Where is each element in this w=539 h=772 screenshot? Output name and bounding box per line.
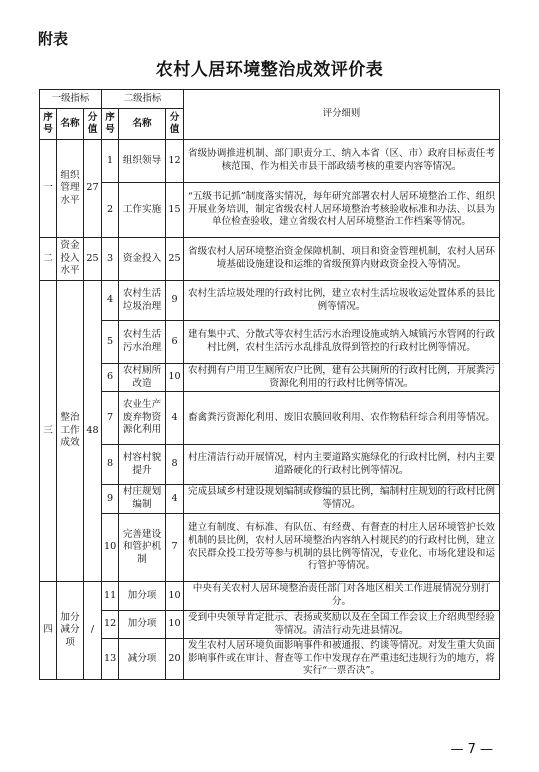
item-detail: 发生农村人居环境负面影响事件和被通报、约谈等情况。对发生重大负面影响事件或在审计、督查等工作中发现存在严重违纪违规行为的地方，将实行“一票否决”。	[184, 639, 500, 680]
header-details: 评分细则	[184, 90, 500, 140]
item-name: 村庄规划编制	[119, 485, 166, 514]
group-name: 资金投入水平	[57, 238, 84, 281]
table-row	[40, 611, 500, 639]
table-row	[40, 281, 500, 321]
group-seq: 一	[40, 140, 57, 238]
table-row	[40, 238, 500, 281]
item-name: 农业生产废弃物资源化利用	[119, 392, 166, 445]
document-title: 农村人居环境整治成效评价表	[155, 60, 384, 80]
header-l1-score: 分值	[84, 109, 102, 140]
header-l2-seq: 序号	[102, 109, 119, 140]
item-detail: 受到中央领导肯定批示、表扬或奖励以及在全国工作会议上介绍典型经验等情况。清洁行动先进县情况。	[184, 611, 500, 639]
table-row	[40, 639, 500, 680]
table-row	[40, 514, 500, 582]
group-name: 整治工作成效	[57, 281, 84, 582]
item-seq: 10	[102, 514, 119, 582]
item-seq: 6	[102, 364, 119, 392]
item-name: 完善建设和管护机制	[119, 514, 166, 582]
table-row	[40, 364, 500, 392]
item-seq: 2	[102, 183, 119, 238]
item-score: 4	[166, 485, 184, 514]
item-name: 村容村貌提升	[119, 445, 166, 485]
table-row	[40, 445, 500, 485]
item-name: 工作实施	[119, 183, 166, 238]
item-score: 7	[166, 514, 184, 582]
page-number: — 7 —	[450, 742, 493, 757]
table-row	[40, 392, 500, 445]
item-name: 加分项	[119, 582, 166, 611]
item-seq: 7	[102, 392, 119, 445]
header-row-main	[40, 90, 500, 109]
header-level1: 一级指标	[40, 90, 102, 109]
item-score: 8	[166, 445, 184, 485]
item-detail: 中央有关农村人居环境整治责任部门对各地区相关工作进展情况分别打分。	[184, 582, 500, 611]
item-score: 12	[166, 140, 184, 183]
item-seq: 5	[102, 321, 119, 364]
table-row	[40, 321, 500, 364]
item-detail: 完成县域乡村建设规划编制或修编的县比例，编制村庄规划的行政村比例等情况。	[184, 485, 500, 514]
item-seq: 4	[102, 281, 119, 321]
item-detail: 建立有制度、有标准、有队伍、有经费、有督查的村庄人居环境管护长效机制的县比例，农村人居环境整治内容纳入村规民约的行政村比例，建立农民群众投工投劳等参与机制的县比例等情况，专业化、市场化建设和运行管护等情况。	[184, 514, 500, 582]
item-score: 15	[166, 183, 184, 238]
item-detail: 村庄清洁行动开展情况，村内主要道路实施绿化的行政村比例，村内主要道路硬化的行政村比例等情况。	[184, 445, 500, 485]
group-name: 加分减分项	[57, 582, 84, 680]
appendix-label: 附表	[38, 30, 69, 48]
item-score: 25	[166, 238, 184, 281]
item-detail: 省级农村人居环境整治资金保障机制、项目和资金管理机制，农村人居环境基础设施建设和运维的省级预算内财政资金投入等情况。	[184, 238, 500, 281]
group-score: /	[84, 582, 102, 680]
header-l2-score: 分值	[166, 109, 184, 140]
item-name: 加分项	[119, 611, 166, 639]
group-score: 48	[84, 281, 102, 582]
table-row	[40, 183, 500, 238]
item-score: 10	[166, 582, 184, 611]
item-detail: “五级书记抓”制度落实情况，每年研究部署农村人居环境整治工作、组织开展业务培训，制定省级农村人居环境整治考核验收标准和办法、以县为单位检查验收，建立省级农村人居环境整治工作档案等情况。	[184, 183, 500, 238]
item-name: 减分项	[119, 639, 166, 680]
group-seq: 三	[40, 281, 57, 582]
item-name: 农村生活垃圾治理	[119, 281, 166, 321]
item-seq: 1	[102, 140, 119, 183]
item-score: 10	[166, 611, 184, 639]
item-score: 4	[166, 392, 184, 445]
item-detail: 农村生活垃圾处理的行政村比例，建立农村生活垃圾收运处置体系的县比例等情况。	[184, 281, 500, 321]
item-detail: 畜禽粪污资源化利用、废旧农膜回收利用、农作物秸秆综合利用等情况。	[184, 392, 500, 445]
item-score: 10	[166, 364, 184, 392]
item-seq: 3	[102, 238, 119, 281]
item-name: 农村生活污水治理	[119, 321, 166, 364]
evaluation-table	[39, 89, 500, 680]
item-seq: 9	[102, 485, 119, 514]
item-detail: 省级协调推进机制、部门职责分工、纳入本省（区、市）政府目标责任考核范围、作为相关市县干部政绩考核的重要内容等情况。	[184, 140, 500, 183]
group-seq: 二	[40, 238, 57, 281]
item-seq: 13	[102, 639, 119, 680]
header-l1-seq: 序号	[40, 109, 57, 140]
item-detail: 农村拥有户用卫生厕所农户比例，建有公共厕所的行政村比例，开展粪污资源化利用的行政村比例等情况。	[184, 364, 500, 392]
item-detail: 建有集中式、分散式等农村生活污水治理设施或纳入城镇污水管网的行政村比例，农村生活污水乱排乱放得到管控的行政村比例等情况。	[184, 321, 500, 364]
table-row	[40, 485, 500, 514]
group-score: 27	[84, 140, 102, 238]
table-row	[40, 140, 500, 183]
item-name: 农村厕所改造	[119, 364, 166, 392]
group-score: 25	[84, 238, 102, 281]
header-l2-name: 名称	[119, 109, 166, 140]
header-l1-name: 名称	[57, 109, 84, 140]
item-score: 9	[166, 281, 184, 321]
item-name: 资金投入	[119, 238, 166, 281]
item-score: 20	[166, 639, 184, 680]
item-seq: 12	[102, 611, 119, 639]
group-name: 组织管理水平	[57, 140, 84, 238]
item-score: 6	[166, 321, 184, 364]
group-seq: 四	[40, 582, 57, 680]
item-name: 组织领导	[119, 140, 166, 183]
item-seq: 8	[102, 445, 119, 485]
item-seq: 11	[102, 582, 119, 611]
header-level2: 二级指标	[102, 90, 184, 109]
table-row	[40, 582, 500, 611]
